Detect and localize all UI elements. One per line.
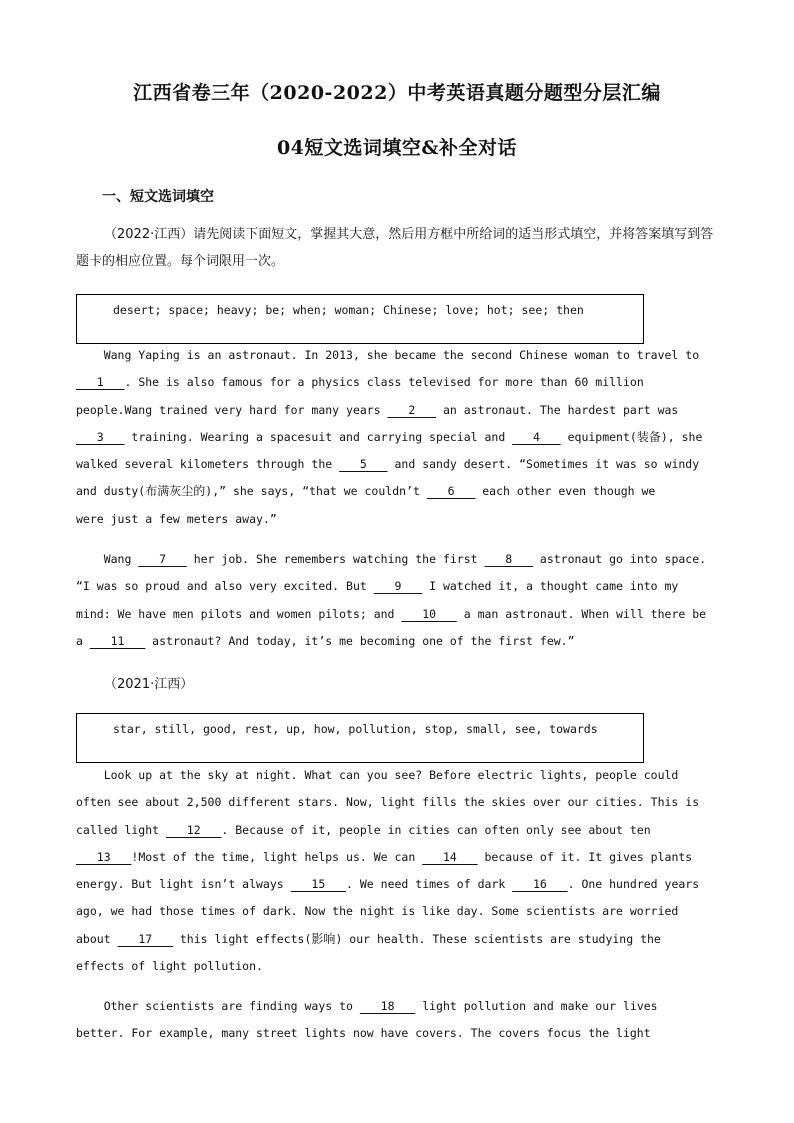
passage-2021-p1-line	[76, 844, 716, 871]
passage-text: this light effects(	[172, 931, 312, 946]
word-box-2022-text: desert; space; heavy; be; when; woman; Chinese; love; hot; see; then	[113, 303, 584, 317]
passage-2022-p1-line	[76, 506, 716, 533]
passage-text: each other even though we	[475, 484, 656, 499]
document-subtitle: 04短文选词填空&补全对话	[276, 137, 518, 159]
passage-text: and sandy desert. “Sometimes it was so windy	[387, 457, 700, 472]
passage-text: called light	[76, 822, 167, 837]
passage-2022-p1-line	[76, 369, 716, 396]
answer-blank-9[interactable]: 9	[373, 579, 423, 594]
answer-blank-5[interactable]: 5	[339, 457, 388, 472]
answer-blank-10[interactable]: 10	[401, 606, 457, 621]
passage-text: ),” she says, “that we couldn’t	[205, 484, 427, 499]
passage-2021-p2-line	[76, 993, 716, 1020]
chinese-gloss: 影响	[311, 931, 336, 946]
passage-text: walked several kilometers through the	[76, 457, 340, 472]
passage-text: Look up at the sky at night. What can you see? Before electric lights, people could	[76, 768, 679, 782]
passage-2021-p2-line	[76, 1020, 716, 1047]
document-title: 江西省卷三年（2020-2022）中考英语真题分题型分层汇编	[133, 82, 661, 104]
answer-blank-8[interactable]: 8	[484, 552, 533, 566]
passage-text: ) our health. These scientists are studying the	[335, 931, 661, 946]
answer-blank-12[interactable]: 12	[166, 822, 222, 837]
section-heading: 一、短文选词填空	[102, 189, 214, 205]
passage-text: often see about 2,500 different stars. Now, light fills the skies over our cities. This is	[76, 795, 700, 810]
passage-2022-p1-line	[76, 424, 716, 451]
chinese-gloss: 布满灰尘的	[145, 484, 206, 499]
passage-text: about	[76, 931, 118, 946]
passage-text: mind: We have men pilots and women pilots; and	[76, 606, 402, 621]
passage-text: . She is also famous for a physics class televised for more than 60 million	[124, 375, 644, 390]
answer-blank-17[interactable]: 17	[117, 931, 173, 946]
passage-text: “I was so proud and also very excited. But	[76, 579, 374, 594]
passage-2021-p1-line	[76, 762, 716, 789]
passage-2021-p1-line	[76, 817, 716, 844]
passage-2022-paragraph-2	[76, 546, 716, 655]
passage-2022-p2-line	[76, 546, 716, 573]
passage-text: training. Wearing a spacesuit and carrying special and	[124, 429, 513, 444]
passage-text: . One hundred years	[567, 877, 700, 892]
passage-text: effects of light pollution.	[76, 959, 263, 974]
answer-blank-15[interactable]: 15	[290, 877, 347, 892]
passage-text: !Most of the time, light helps us. We can	[131, 849, 423, 864]
passage-text: . Because of it, people in cities can often only see about ten	[221, 822, 651, 837]
source-label-2021: （2021·江西）	[104, 677, 194, 692]
passage-text: people.Wang trained very hard for many years	[76, 402, 388, 417]
passage-text: I watched it, a thought came into my	[422, 579, 679, 594]
passage-2021-p1-line	[76, 789, 716, 816]
passage-text: Wang	[76, 552, 139, 566]
passage-text: energy. But light isn’t always	[76, 877, 291, 892]
chinese-gloss: 装备	[636, 429, 661, 444]
passage-text: her job. She remembers watching the first	[186, 552, 485, 566]
passage-2022-p1-line	[76, 342, 716, 369]
passage-text: equipment(	[560, 429, 637, 444]
passage-2021-p1-line	[76, 926, 716, 953]
answer-blank-6[interactable]: 6	[426, 484, 476, 499]
passage-text: Other scientists are finding ways to	[76, 999, 360, 1013]
answer-blank-16[interactable]: 16	[512, 877, 568, 892]
passage-text: an astronaut. The hardest part was	[436, 402, 679, 417]
word-box-2021-text: star, still, good, rest, up, how, pollution, stop, small, see, towards	[113, 722, 598, 736]
passage-2022-p2-line	[76, 573, 716, 600]
passage-text: because of it. It gives plants	[477, 849, 693, 864]
answer-blank-7[interactable]: 7	[138, 552, 187, 566]
answer-blank-11[interactable]: 11	[89, 633, 146, 648]
passage-2022-p2-line	[76, 601, 716, 628]
passage-2021-p1-line	[76, 898, 716, 925]
passage-text: . We need times of dark	[346, 877, 513, 892]
passage-text: and dusty(	[76, 484, 146, 499]
answer-blank-1[interactable]: 1	[76, 375, 125, 390]
answer-blank-3[interactable]: 3	[76, 429, 125, 444]
passage-2021-p1-line	[76, 871, 716, 898]
answer-blank-13[interactable]: 13	[76, 849, 132, 864]
passage-2021-paragraph-1	[76, 762, 716, 980]
passage-text: astronaut? And today, it’s me becoming one of the first few.”	[145, 633, 575, 648]
passage-2022-p2-line	[76, 628, 716, 655]
instruction-text: （2022·江西）请先阅读下面短文，掌握其大意，然后用方框中所给词的适当形式填空，并将答案填写到答题卡的相应位置。每个词限用一次。	[76, 227, 714, 269]
passage-text: light pollution and make our lives	[415, 999, 658, 1013]
passage-text: a man astronaut. When will there be	[456, 606, 707, 621]
passage-text: astronaut go into space.	[532, 552, 707, 566]
passage-text: a	[76, 633, 90, 648]
passage-text: ago, we had those times of dark. Now the night is like day. Some scientists are worried	[76, 904, 679, 919]
passage-text: better. For example, many street lights now have covers. The covers focus the light	[76, 1026, 651, 1041]
passage-2022-p1-line	[76, 397, 716, 424]
passage-2022-paragraph-1	[76, 342, 716, 533]
passage-text: Wang Yaping is an astronaut. In 2013, she became the second Chinese woman to travel to	[76, 348, 700, 362]
answer-blank-2[interactable]: 2	[387, 402, 437, 417]
answer-blank-4[interactable]: 4	[512, 429, 561, 444]
passage-2022-p1-line	[76, 451, 716, 478]
passage-2021-paragraph-2	[76, 993, 716, 1048]
word-box-2021	[76, 713, 644, 763]
answer-blank-14[interactable]: 14	[422, 849, 478, 864]
passage-text: were just a few meters away.”	[76, 511, 277, 526]
passage-2022-p1-line	[76, 478, 716, 505]
passage-text: ), she	[660, 429, 703, 444]
word-box-2022	[76, 294, 644, 344]
answer-blank-18[interactable]: 18	[359, 999, 416, 1013]
passage-2021-p1-line	[76, 953, 716, 980]
